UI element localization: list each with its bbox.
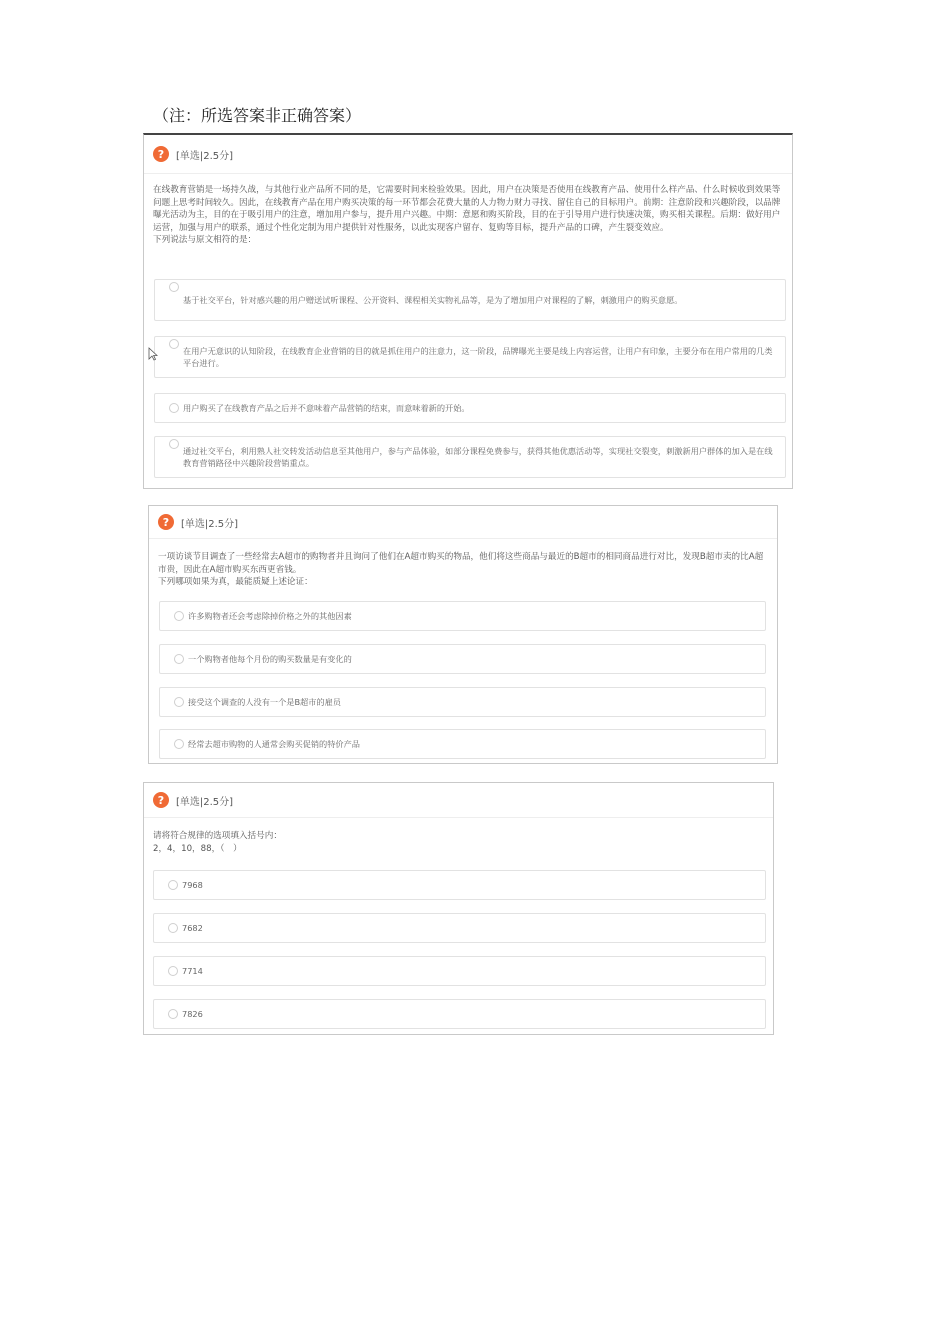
option-text: 基于社交平台，针对感兴趣的用户赠送试听课程、公开资料、课程相关实物礼品等，是为了增加用户对课程的了解，刺激用户的购买意愿。	[183, 295, 683, 305]
question-text: 请将符合规律的选项填入括号内：	[153, 831, 282, 841]
question-mark-icon: ?	[153, 792, 169, 808]
question-stem	[149, 539, 777, 589]
radio-button[interactable]	[169, 403, 179, 413]
question-card-3	[143, 782, 774, 1035]
question-type: [单选|2.5分]	[181, 518, 239, 530]
option-a[interactable]	[154, 279, 786, 321]
option-d[interactable]	[154, 436, 786, 478]
option-text: 7682	[182, 923, 203, 933]
question-prompt: 下列哪项如果为真，最能质疑上述论证：	[158, 577, 313, 588]
option-text: 接受这个调查的人没有一个是B超市的雇员	[188, 697, 341, 707]
note-heading: （注：所选答案非正确答案）	[153, 106, 362, 125]
question-card-2	[148, 505, 778, 764]
option-a[interactable]	[159, 601, 766, 631]
option-c[interactable]	[159, 687, 766, 717]
option-text: 用户购买了在线教育产品之后并不意味着产品营销的结束，而意味着新的开始。	[183, 403, 470, 413]
question-type: [单选|2.5分]	[176, 150, 234, 162]
option-text: 一个购物者他每个月份的购买数量是有变化的	[188, 654, 352, 664]
option-text: 经常去超市购物的人通常会购买促销的特价产品	[188, 739, 360, 749]
question-text: 一项访谈节目调查了一些经常去A超市的购物者并且询问了他们在A超市购买的物品，他们将这些商品与最近的B超市的相同商品进行对比，发现B超市卖的比A超市贵，因此在A超市购买东西更省钱。	[158, 552, 764, 575]
radio-button[interactable]	[174, 739, 184, 749]
mouse-cursor-icon	[148, 347, 158, 361]
question-prompt: 下列说法与原文相符的是：	[153, 235, 257, 246]
option-b[interactable]	[153, 913, 766, 943]
question-header	[144, 135, 792, 174]
question-mark-icon: ?	[158, 514, 174, 530]
question-text: 在线教育营销是一场持久战，与其他行业产品所不同的是，它需要时间来检验效果。因此，用户在决策是否使用在线教育产品、使用什么样产品、什么时候收到效果等问题上思考时间较久。因此，在线教育产品在用户购买决策的每一环节都会花费大量的人力物力财力寻找、留住自己的目标用户。前期：注意阶段和兴趣阶段，以品牌曝光活动为主，目的在于吸引用户的注意，增加用户参与，提升用户兴趣。中期：意愿和购买阶段，目的在于引导用户进行快速决策，购买相关课程。后期：做好用户运营，加强与用户的联系，通过个性化定制为用户提供针对性服务，以此实现客户留存、复购等目标，提升产品的口碑，产生裂变效应。	[153, 185, 781, 233]
radio-button[interactable]	[169, 339, 179, 349]
radio-button[interactable]	[169, 439, 179, 449]
option-text: 通过社交平台，利用熟人社交转发活动信息至其他用户，参与产品体验，如部分课程免费参与，获得其他优惠活动等，实现社交裂变，刺激新用户群体的加入是在线教育营销路径中兴趣阶段营销重点。	[183, 446, 773, 468]
option-text: 在用户无意识的认知阶段，在线教育企业营销的目的就是抓住用户的注意力，这一阶段，品牌曝光主要是线上内容运营，让用户有印象，主要分布在用户常用的几类平台进行。	[183, 346, 773, 368]
option-b[interactable]	[159, 644, 766, 674]
question-mark-icon: ?	[153, 146, 169, 162]
option-c[interactable]	[154, 393, 786, 423]
question-header	[144, 783, 773, 818]
option-text: 7826	[182, 1009, 203, 1019]
radio-button[interactable]	[169, 282, 179, 292]
radio-button[interactable]	[168, 923, 178, 933]
question-card-1	[143, 133, 793, 489]
option-a[interactable]	[153, 870, 766, 900]
radio-button[interactable]	[174, 611, 184, 621]
question-prompt: 2，4，10，88，（ ）	[153, 843, 242, 854]
option-text: 许多购物者还会考虑除掉价格之外的其他因素	[188, 611, 352, 621]
question-stem	[144, 174, 792, 247]
option-d[interactable]	[153, 999, 766, 1029]
radio-button[interactable]	[174, 654, 184, 664]
question-stem	[144, 818, 773, 855]
option-c[interactable]	[153, 956, 766, 986]
question-type: [单选|2.5分]	[176, 796, 234, 808]
radio-button[interactable]	[168, 1009, 178, 1019]
option-text: 7714	[182, 966, 203, 976]
option-b[interactable]	[154, 336, 786, 378]
option-d[interactable]	[159, 729, 766, 759]
option-text: 7968	[182, 880, 203, 890]
radio-button[interactable]	[174, 697, 184, 707]
radio-button[interactable]	[168, 966, 178, 976]
question-header	[149, 506, 777, 539]
radio-button[interactable]	[168, 880, 178, 890]
